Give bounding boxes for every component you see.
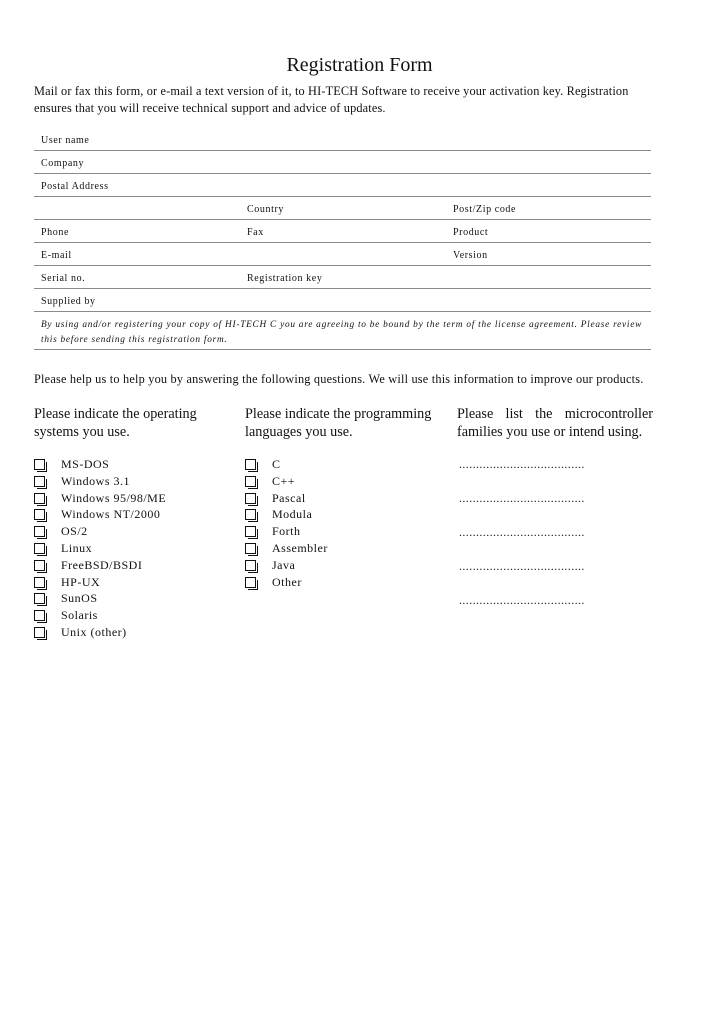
checkbox-icon[interactable]	[245, 493, 256, 504]
field-row-supplied-by[interactable]	[34, 289, 651, 312]
field-row-user-name[interactable]	[34, 128, 651, 151]
languages-column	[245, 405, 443, 589]
languages-heading: Please indicate the programming languages you use.	[245, 406, 432, 440]
microcontroller-blank-line[interactable]: .....................................	[459, 525, 585, 539]
phone-label: Phone	[41, 227, 69, 238]
checkbox-icon[interactable]	[245, 509, 256, 520]
language-option-label: Assembler	[272, 540, 328, 555]
version-label: Version	[453, 250, 488, 261]
company-label: Company	[41, 158, 85, 169]
checkbox-icon[interactable]	[245, 560, 256, 571]
os-option-label: OS/2	[61, 524, 88, 539]
checkbox-icon[interactable]	[34, 509, 45, 520]
os-option-label: Linux	[61, 540, 93, 555]
product-label: Product	[453, 227, 489, 238]
form-title: Registration Form	[286, 54, 433, 76]
os-option-label: Solaris	[61, 608, 98, 623]
checkbox-icon[interactable]	[245, 526, 256, 537]
checkbox-icon[interactable]	[34, 560, 45, 571]
language-option-label: Other	[272, 574, 302, 589]
checkbox-icon[interactable]	[34, 593, 45, 604]
checkbox-icon[interactable]	[34, 627, 45, 638]
field-row-serial-key[interactable]	[34, 266, 651, 289]
postal-address-label: Postal Address	[41, 181, 109, 192]
microcontroller-blanks	[459, 457, 585, 627]
help-paragraph: Please help us to help you by answering the following questions. We will use this information to improve our products.	[34, 372, 644, 386]
checkbox-icon[interactable]	[34, 493, 45, 504]
microcontroller-blank-line[interactable]: .....................................	[459, 593, 585, 607]
fax-label: Fax	[247, 227, 264, 238]
os-option-label: SunOS	[61, 591, 98, 606]
os-heading: Please indicate the operating systems you use.	[34, 406, 197, 440]
checkbox-icon[interactable]	[34, 476, 45, 487]
checkbox-icon[interactable]	[245, 577, 256, 588]
microcontroller-blank-line[interactable]: .....................................	[459, 559, 585, 573]
os-option-label: FreeBSD/BSDI	[61, 557, 143, 572]
checkbox-icon[interactable]	[34, 526, 45, 537]
checkbox-icon[interactable]	[245, 476, 256, 487]
checkbox-icon[interactable]	[245, 459, 256, 470]
field-row-postal-address[interactable]	[34, 174, 651, 197]
language-option-label: Java	[272, 557, 296, 572]
os-option-label: MS-DOS	[61, 457, 110, 471]
microcontroller-blank-line[interactable]: .....................................	[459, 457, 585, 471]
microcontroller-column	[457, 405, 653, 607]
license-notice: By using and/or registering your copy of HI-TECH C you are agreeing to be bound by the term of the license agreement. Please review this before sending this registration form.	[41, 320, 643, 345]
checkbox-icon[interactable]	[34, 543, 45, 554]
field-row-company[interactable]	[34, 151, 651, 174]
email-label: E-mail	[41, 250, 72, 261]
registration-key-label: Registration key	[247, 273, 323, 284]
checkbox-icon[interactable]	[245, 543, 256, 554]
language-option-label: C++	[272, 473, 296, 488]
os-column	[34, 405, 230, 639]
intro-paragraph: Mail or fax this form, or e-mail a text version of it, to HI-TECH Software to receive your activation key. Registration ensures that you will receive technical support and advice of updates.	[34, 84, 629, 115]
user-name-label: User name	[41, 135, 90, 146]
field-row-email-version[interactable]	[34, 243, 651, 266]
supplied-by-label: Supplied by	[41, 296, 96, 307]
os-option-label: Windows NT/2000	[61, 507, 161, 522]
microcontroller-blank-line[interactable]: .....................................	[459, 491, 585, 505]
serial-no-label: Serial no.	[41, 273, 86, 284]
os-option-label: Windows 95/98/ME	[61, 490, 167, 505]
field-row-phone-fax-product[interactable]	[34, 220, 651, 243]
zip-code-label: Post/Zip code	[453, 204, 517, 215]
os-option-label: Unix (other)	[61, 624, 127, 639]
language-option-label: Pascal	[272, 490, 306, 505]
os-option-label: HP-UX	[61, 574, 101, 589]
language-option-label: Modula	[272, 507, 313, 522]
field-row-country-zip[interactable]	[34, 197, 651, 220]
language-option-label: C	[272, 457, 281, 471]
checkbox-icon[interactable]	[34, 610, 45, 621]
registration-fields-table	[34, 128, 651, 350]
language-option-label: Forth	[272, 524, 301, 539]
os-option-label: Windows 3.1	[61, 473, 131, 488]
checkbox-icon[interactable]	[34, 577, 45, 588]
microcontroller-heading: Please list the microcontroller families you use or intend using.	[457, 406, 653, 440]
license-notice-row	[34, 312, 651, 350]
checkbox-icon[interactable]	[34, 459, 45, 470]
country-label: Country	[247, 204, 284, 215]
